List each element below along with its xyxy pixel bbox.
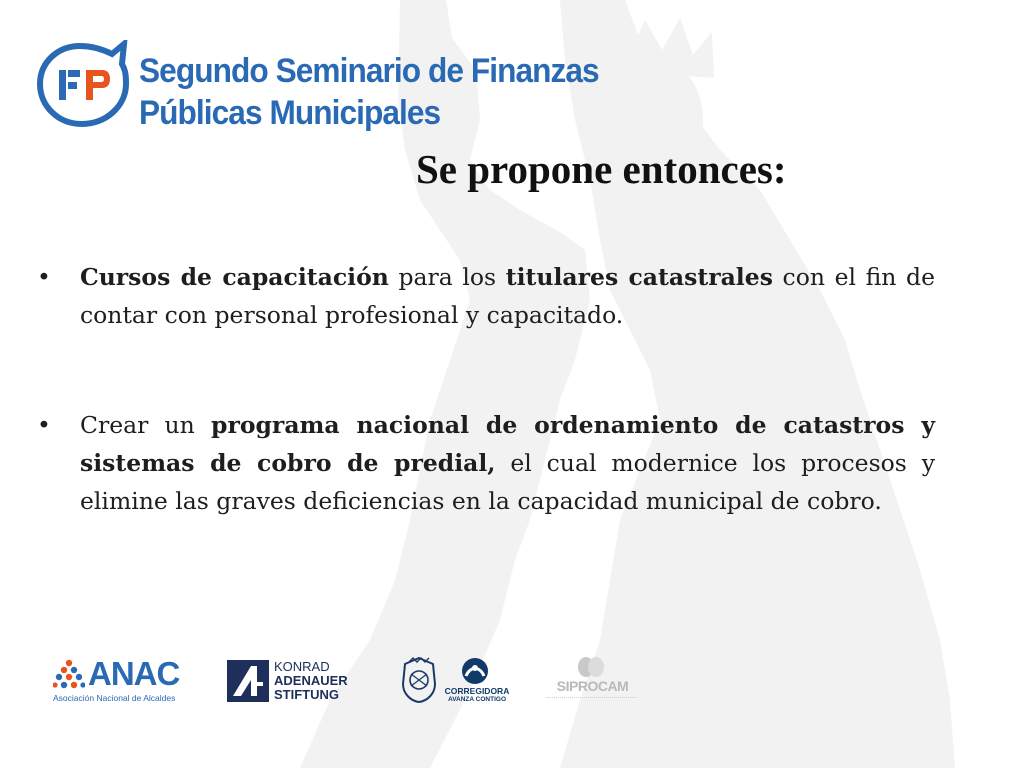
- kas-line2: ADENAUER: [274, 673, 348, 688]
- siprocam-logo: [545, 655, 640, 705]
- kas-mark-icon: [227, 660, 269, 702]
- bullet-dot: •: [37, 263, 51, 291]
- siprocam-divider: [547, 697, 637, 701]
- bullet-text: Crear un: [80, 411, 212, 439]
- bullet-text: con el fin de contar con personal profesional y capacitado.: [80, 263, 936, 329]
- corregidora-logo: [442, 656, 512, 706]
- bullet-item: [37, 258, 935, 334]
- siprocam-name: SIPROCAM: [556, 678, 629, 694]
- seminar-title-line1: Segundo Seminario de Finanzas: [139, 52, 599, 90]
- anac-dots-icon: [53, 658, 85, 690]
- bullet-dot: •: [37, 411, 51, 439]
- kas-name: [274, 660, 348, 702]
- corregidora-mark-icon: [460, 656, 490, 686]
- bullet-text-bold: titulares catastrales: [505, 263, 773, 291]
- seminar-title: [139, 50, 660, 134]
- bullet-item: [37, 406, 935, 520]
- siprocam-mark-icon: [575, 655, 607, 679]
- anac-subtitle: Asociación Nacional de Alcaldes: [53, 693, 176, 703]
- corregidora-tagline: AVANZA CONTIGO: [447, 696, 506, 703]
- seminar-title-line2: Públicas Municipales: [139, 94, 441, 132]
- bullet-text: para los: [388, 263, 506, 291]
- kas-line1: KONRAD: [274, 659, 330, 674]
- fpm-logo-icon: [34, 40, 130, 132]
- bullet-text-bold: Cursos de capacitación: [80, 263, 389, 291]
- kas-logo: [227, 660, 362, 704]
- corregidora-name: CORREGIDORA: [444, 686, 510, 696]
- bullet-list: [37, 258, 935, 520]
- bullet-text-bold: programa nacional de ordenamiento de catastros y sistemas de cobro de predial,: [80, 411, 935, 477]
- anac-logo: [53, 656, 188, 704]
- bullet-text: el cual modernice los procesos y elimine las graves deficiencias en la capacidad municipal de cobro.: [80, 449, 935, 515]
- corregidora-seal-icon: [399, 656, 439, 704]
- slide-heading: Se propone entonces:: [416, 146, 787, 192]
- anac-name: ANAC: [88, 655, 180, 692]
- kas-line3: STIFTUNG: [274, 687, 339, 702]
